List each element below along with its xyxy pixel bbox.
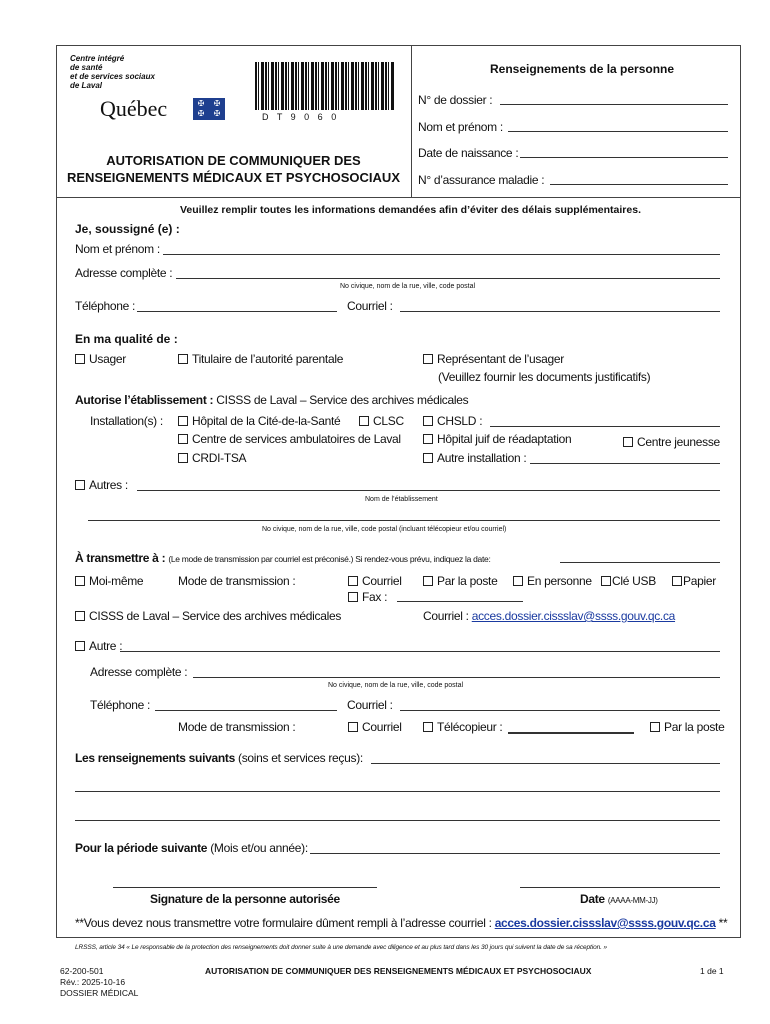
self-mode-usb[interactable]: Clé USB: [601, 574, 656, 588]
other-mode-fax[interactable]: Télécopieur :: [423, 720, 502, 734]
cisss-email: Courriel : acces.dossier.cissslav@ssss.gouv.qc.ca: [423, 609, 676, 623]
transmit-line: À transmettre à : (Le mode de transmission par courriel est préconisé.) Si rendez-vous prévu, indiquez la date:: [75, 551, 491, 565]
transmit-other-option[interactable]: Autre :: [75, 639, 122, 653]
other-address-field[interactable]: [193, 677, 720, 678]
transmit-cisss-option[interactable]: CISSS de Laval – Service des archives médicales: [75, 609, 341, 623]
checkbox-icon[interactable]: [423, 453, 433, 463]
capacity-representative-option[interactable]: Représentant de l’usager: [423, 352, 564, 366]
checkbox-icon[interactable]: [348, 576, 358, 586]
signatory-title: Je, soussigné (e) :: [75, 222, 180, 236]
checkbox-icon[interactable]: [178, 453, 188, 463]
signatory-phone-label: Téléphone :: [75, 299, 136, 313]
info-field-line-2[interactable]: [75, 791, 720, 792]
others-hint: Nom de l’établissement: [365, 496, 438, 503]
instructions: Veuillez remplir toutes les informations demandées afin d’éviter des délais supplémentaires.: [180, 204, 641, 216]
person-section-title: Renseignements de la personne: [490, 62, 675, 76]
signature-field[interactable]: [113, 887, 377, 888]
signatory-email-label: Courriel :: [347, 299, 393, 313]
info-title: Les renseignements suivants (soins et services reçus):: [75, 751, 363, 765]
checkbox-icon[interactable]: [423, 722, 433, 732]
self-mode-paper[interactable]: Papier: [672, 574, 716, 588]
other-mode-email[interactable]: Courriel: [348, 720, 402, 734]
capacity-user-option[interactable]: Usager: [75, 352, 126, 366]
others-option[interactable]: Autres :: [75, 478, 128, 492]
installation-clsc[interactable]: CLSC: [359, 414, 404, 428]
cisss-email-link[interactable]: acces.dossier.cissslav@ssss.gouv.qc.ca: [471, 609, 676, 623]
others-address-hint: No civique, nom de la rue, ville, code postal (incluant télécopieur et/ou courriel): [262, 526, 507, 533]
barcode-text: D T 9 0 6 0: [262, 112, 340, 122]
other-recipient-field[interactable]: [120, 651, 720, 652]
signatory-name-field[interactable]: [163, 254, 720, 255]
birth-date-label: Date de naissance :: [418, 146, 519, 160]
period-field[interactable]: [310, 853, 720, 854]
footer-page: 1 de 1: [700, 966, 724, 976]
period-title: Pour la période suivante (Mois et/ou année):: [75, 841, 308, 855]
checkbox-icon[interactable]: [348, 722, 358, 732]
other-fax-field[interactable]: [508, 732, 634, 734]
representative-note: (Veuillez fournir les documents justificatifs): [438, 370, 651, 384]
checkbox-icon[interactable]: [672, 576, 682, 586]
signatory-address-hint: No civique, nom de la rue, ville, code postal: [340, 283, 476, 290]
checkbox-icon[interactable]: [178, 416, 188, 426]
person-name-label: Nom et prénom :: [418, 120, 503, 134]
authorize-line: Autorise l’établissement : CISSS de Laval – Service des archives médicales: [75, 393, 469, 407]
checkbox-icon[interactable]: [75, 611, 85, 621]
chsld-field[interactable]: [490, 426, 720, 427]
others-field[interactable]: [137, 490, 720, 491]
footer-meta: 62-200-501 Rév.: 2025-10-16 DOSSIER MÉDICAL: [60, 966, 139, 998]
form-title: AUTORISATION DE COMMUNIQUER DES RENSEIGNEMENTS MÉDICAUX ET PSYCHOSOCIAUX: [67, 153, 400, 185]
header-divider-horizontal: [56, 197, 741, 198]
self-mode-post[interactable]: Par la poste: [423, 574, 497, 588]
insurance-label: N° d’assurance maladie :: [418, 173, 545, 187]
signatory-address-label: Adresse complète :: [75, 266, 173, 280]
checkbox-icon[interactable]: [348, 592, 358, 602]
self-mode-label: Mode de transmission :: [178, 574, 296, 588]
installation-crdi[interactable]: CRDI-TSA: [178, 451, 246, 465]
other-address-label: Adresse complète :: [90, 665, 188, 679]
checkbox-icon[interactable]: [178, 434, 188, 444]
date-field[interactable]: [520, 887, 720, 888]
other-phone-field[interactable]: [155, 710, 337, 711]
appointment-date-field[interactable]: [560, 562, 720, 563]
person-name-field[interactable]: [508, 131, 728, 132]
other-phone-label: Téléphone :: [90, 698, 151, 712]
autre-installation-field[interactable]: [530, 463, 720, 464]
other-mode-post[interactable]: Par la poste: [650, 720, 724, 734]
installation-hopital-cite[interactable]: Hôpital de la Cité-de-la-Santé: [178, 414, 340, 428]
info-field-line-3[interactable]: [75, 820, 720, 821]
info-field-line-1[interactable]: [371, 763, 720, 764]
send-note-email-link[interactable]: acces.dossier.cissslav@ssss.gouv.qc.ca: [494, 916, 716, 930]
capacity-title: En ma qualité de :: [75, 332, 178, 346]
signatory-name-label: Nom et prénom :: [75, 242, 160, 256]
header-divider-vertical: [411, 45, 412, 197]
signature-label: Signature de la personne autorisée: [150, 892, 340, 906]
dossier-field[interactable]: [500, 104, 728, 105]
others-address-field[interactable]: [88, 520, 720, 521]
quebec-flag-icon: ✠ ✠ ✠ ✠: [193, 98, 225, 120]
other-email-field[interactable]: [400, 710, 720, 711]
other-address-hint: No civique, nom de la rue, ville, code postal: [328, 682, 464, 689]
self-fax-field[interactable]: [397, 601, 523, 602]
installation-chsld[interactable]: CHSLD :: [423, 414, 482, 428]
send-note: **Vous devez nous transmettre votre formulaire dûment rempli à l’adresse courriel : acces.dossier.cissslav@ssss.gouv.qc.ca **: [75, 916, 728, 930]
insurance-field[interactable]: [550, 184, 728, 185]
signatory-phone-field[interactable]: [137, 311, 337, 312]
checkbox-icon[interactable]: [75, 641, 85, 651]
birth-date-field[interactable]: [520, 157, 728, 158]
self-mode-fax[interactable]: Fax :: [348, 590, 387, 604]
checkbox-icon[interactable]: [513, 576, 523, 586]
capacity-parental-option[interactable]: Titulaire de l’autorité parentale: [178, 352, 343, 366]
transmit-self-option[interactable]: Moi-même: [75, 574, 143, 588]
installation-autre[interactable]: Autre installation :: [423, 451, 526, 465]
checkbox-icon[interactable]: [650, 722, 660, 732]
dossier-label: N° de dossier :: [418, 93, 493, 107]
checkbox-icon[interactable]: [601, 576, 611, 586]
checkbox-icon[interactable]: [423, 576, 433, 586]
other-mode-label: Mode de transmission :: [178, 720, 296, 734]
signatory-email-field[interactable]: [400, 311, 720, 312]
quebec-logo-text: Québec: [100, 96, 168, 121]
barcode: [255, 62, 395, 110]
checkbox-icon[interactable]: [423, 434, 433, 444]
footer-title: AUTORISATION DE COMMUNIQUER DES RENSEIGNEMENTS MÉDICAUX ET PSYCHOSOCIAUX: [205, 966, 592, 976]
installation-hopital-juif[interactable]: Hôpital juif de réadaptation: [423, 432, 571, 446]
checkbox-icon[interactable]: [423, 416, 433, 426]
installation-centre-jeunesse[interactable]: Centre jeunesse: [623, 435, 720, 449]
checkbox-icon[interactable]: [623, 437, 633, 447]
checkbox-icon[interactable]: [359, 416, 369, 426]
checkbox-icon[interactable]: [75, 576, 85, 586]
org-name: Centre intégré de santé et de services sociaux de Laval: [70, 54, 155, 90]
checkbox-icon[interactable]: [423, 354, 433, 364]
checkbox-icon[interactable]: [75, 480, 85, 490]
self-mode-email[interactable]: Courriel: [348, 574, 402, 588]
legal-note: LRSSS, article 34 « Le responsable de la protection des renseignements doit donner suite à une demande avec diligence et au plus tard dans les 30 jours qui suivent la date de sa réception. »: [75, 944, 608, 951]
checkbox-icon[interactable]: [178, 354, 188, 364]
installations-label: Installation(s) :: [90, 414, 163, 428]
self-mode-person[interactable]: En personne: [513, 574, 592, 588]
date-label: Date (AAAA-MM-JJ): [580, 892, 658, 906]
other-email-label: Courriel :: [347, 698, 393, 712]
installation-centre-ambulatoire[interactable]: Centre de services ambulatoires de Laval: [178, 432, 401, 446]
signatory-address-field[interactable]: [176, 278, 720, 279]
checkbox-icon[interactable]: [75, 354, 85, 364]
